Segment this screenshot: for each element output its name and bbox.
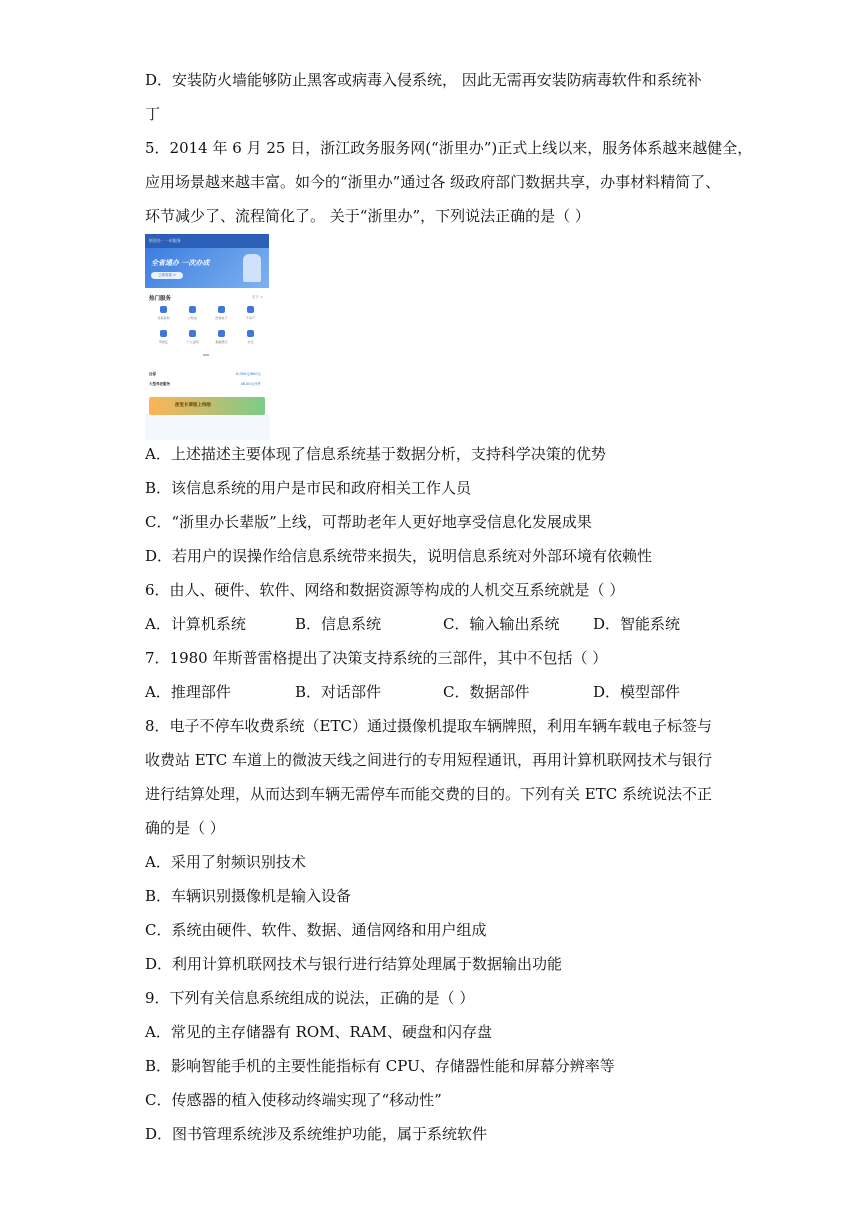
q8-stem-line3: 进行结算处理，从而达到车辆无需停车而能交费的目的。下列有关 ETC 系统说法不正: [145, 785, 712, 803]
banner-button: 立即查看 >: [151, 272, 183, 279]
service-icon: [247, 330, 254, 337]
banner-figure-icon: [243, 254, 261, 282]
service-icon: [247, 306, 254, 313]
q9-option-b: B．影响智能手机的主要性能指标有 CPU、存储器性能和屏幕分辨率等: [145, 1057, 615, 1075]
q6-option-a: A．计算机系统: [145, 615, 246, 633]
q7-option-d: D．模型部件: [593, 683, 681, 701]
q7-option-a: A．推理部件: [145, 683, 231, 701]
q7-options: [145, 682, 705, 702]
service-icon: [160, 330, 167, 337]
q9-option-a: A．常见的主存储器有 ROM、RAM、硬盘和闪存盘: [145, 1023, 493, 1041]
service-item: 不动产: [236, 306, 265, 320]
service-item: 公积金: [178, 306, 207, 320]
q7-option-c: C．数据部件: [443, 683, 530, 701]
q6-option-b: B．信息系统: [295, 615, 382, 633]
service-item: 驾驶证: [149, 330, 178, 344]
service-item: 婚姻登记: [207, 330, 236, 344]
zheliban-app-screenshot: [145, 234, 269, 440]
service-icon: [160, 306, 167, 313]
service-icon: [189, 330, 196, 337]
hot-services-panel: [145, 288, 269, 414]
q5-option-d: D．若用户的误操作给信息系统带来损失，说明信息系统对外部环境有依赖性: [145, 547, 653, 565]
hot-services-title: 热门服务: [149, 296, 172, 302]
app-banner: [145, 248, 269, 288]
q7-option-b: B．对话部件: [295, 683, 382, 701]
q8-option-b: B．车辆识别摄像机是输入设备: [145, 887, 352, 905]
q5-option-c: C．“浙里办长辈版”上线，可帮助老年人更好地享受信息化发展成果: [145, 513, 592, 531]
carousel-pager: [199, 430, 215, 432]
q5-option-b: B．该信息系统的用户是市民和政府相关工作人员: [145, 479, 472, 497]
grid-pager-indicator: [203, 354, 209, 356]
q6-option-d: D．智能系统: [593, 615, 681, 633]
q8-stem-line2: 收费站 ETC 车道上的微波天线之间进行的专用短程通讯，再用计算机联网技术与银行: [145, 751, 712, 769]
service-item: 社保查询: [149, 306, 178, 320]
q5-stem-line2: 应用场景越来越丰富。如今的“浙里办”通过各 级政府部门数据共享，办事材料精简了、: [145, 173, 721, 191]
q8-stem-line4: 确的是（ ）: [145, 819, 225, 837]
app-top-bar: 浙里办 · 一站服务: [145, 234, 269, 248]
info-row: 大型养老服务 46.00元/5件: [149, 382, 261, 386]
service-item: 个人证明: [178, 330, 207, 344]
q4-option-d: D．安装防火墙能够防止黑客或病毒入侵系统， 因此无需再安装防病毒软件和系统补: [145, 71, 702, 89]
service-icon: [189, 306, 196, 313]
service-item: 医保电子: [207, 306, 236, 320]
q6-stem: 6．由人、硬件、软件、网络和数据资源等构成的人机交互系统就是（ ）: [145, 581, 625, 599]
banner-slogan: 全省通办 一次办成: [151, 259, 210, 267]
q8-stem: 8．电子不停车收费系统（ETC）通过摄像机提取车辆牌照，利用车辆车载电子标签与: [145, 717, 712, 735]
service-icon: [218, 306, 225, 313]
elder-version-banner: 浙里长辈版上线啦: [149, 397, 265, 415]
q9-option-c: C．传感器的植入使移动终端实现了“移动性”: [145, 1091, 442, 1109]
q8-option-d: D．利用计算机联网技术与银行进行结算处理属于数据输出功能: [145, 955, 563, 973]
q6-option-c: C．输入输出系统: [443, 615, 560, 633]
more-link: 更多 >: [251, 295, 263, 299]
q9-option-d: D．图书管理系统涉及系统维护功能，属于系统软件: [145, 1125, 488, 1143]
q8-option-a: A．采用了射频识别技术: [145, 853, 306, 871]
q8-option-c: C．系统由硬件、软件、数据、通信网络和用户组成: [145, 921, 487, 939]
service-icon: [218, 330, 225, 337]
info-row: 社保 6,000元/600元: [149, 372, 261, 376]
q7-stem: 7．1980 年斯普雷格提出了决策支持系统的三部件，其中不包括（ ）: [145, 649, 608, 667]
service-item: 出行: [236, 330, 265, 344]
q5-stem-line3: 环节减少了、流程简化了。 关于“浙里办”，下列说法正确的是（ ）: [145, 207, 590, 225]
q6-options: [145, 614, 705, 634]
q9-stem: 9．下列有关信息系统组成的说法，正确的是（ ）: [145, 989, 475, 1007]
q4-option-d-cont: 丁: [145, 105, 161, 123]
q5-option-a: A．上述描述主要体现了信息系统基于数据分析，支持科学决策的优势: [145, 445, 606, 463]
q5-stem: 5．2014 年 6 月 25 日，浙江政务服务网(“浙里办”)正式上线以来，服务体系越来越健全，: [145, 139, 753, 157]
